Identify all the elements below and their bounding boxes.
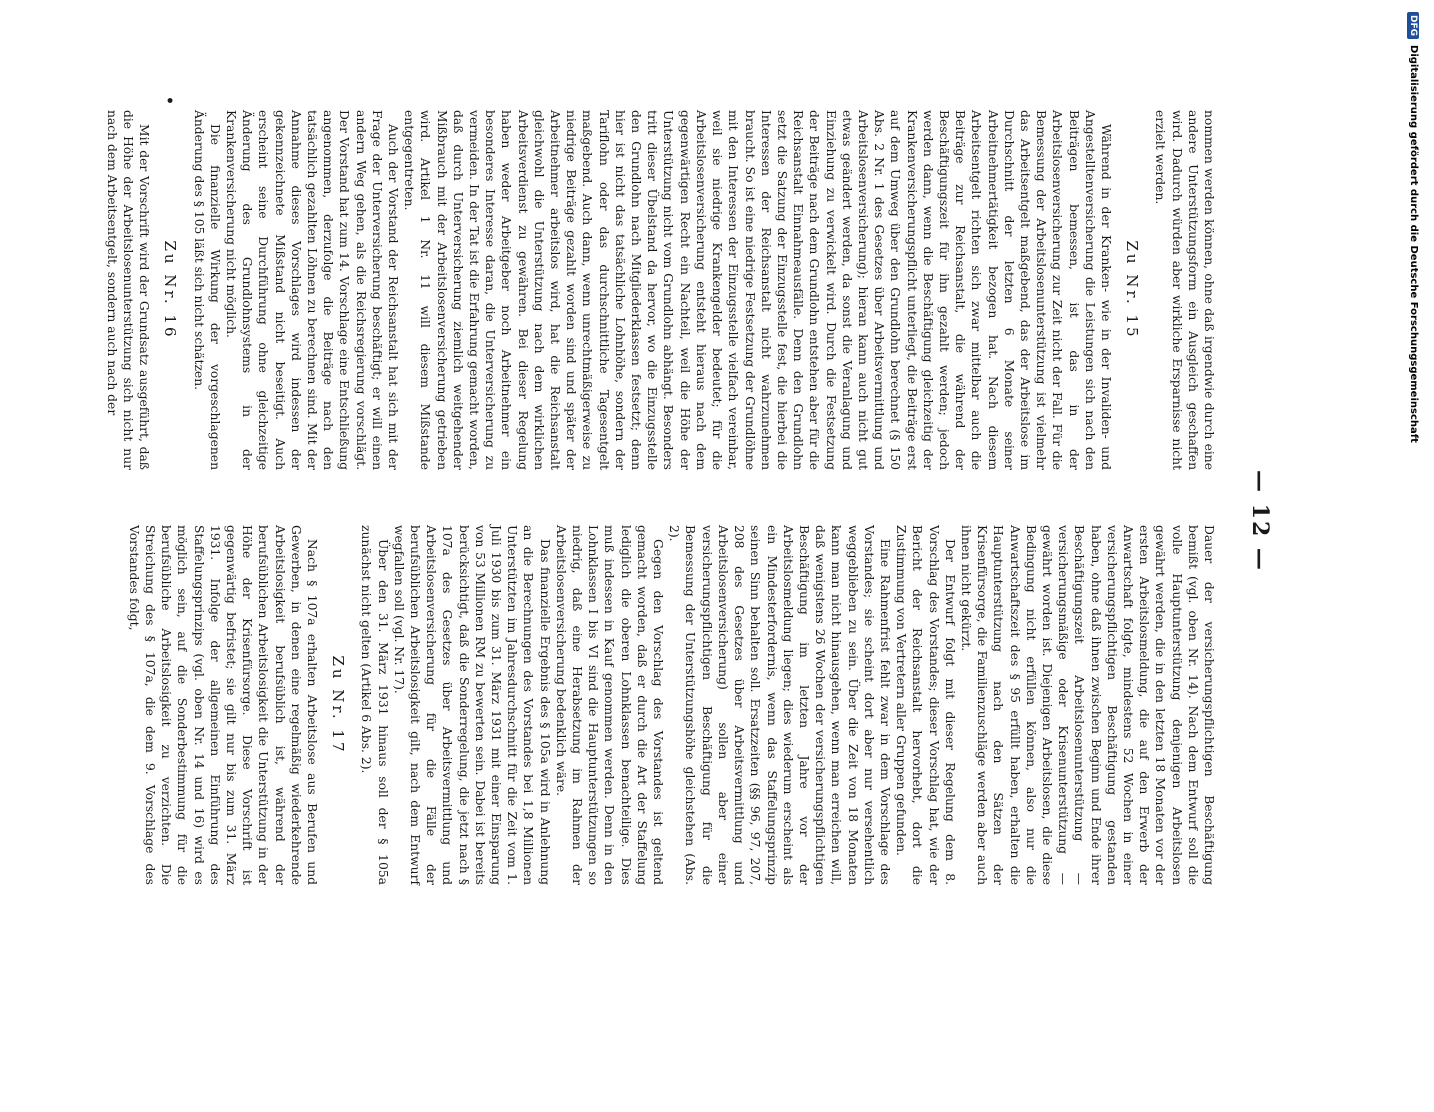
credit-text: Digitalisierung gefördert durch die Deutsche Forschungsgemeinschaft [1408, 45, 1419, 443]
scanned-page [104, 96, 1287, 890]
right-column [117, 525, 1217, 885]
page-header [1227, 110, 1287, 890]
margin-dot: • [161, 96, 177, 105]
section-heading-17: Zu Nr. 17 [329, 655, 348, 755]
paragraph: Über den 31. März 1931 hinaus soll der § 105a zunächst nicht gelten (Artikel 6 Abs. 2). [359, 525, 390, 885]
paragraph: Während in der Kranken- wie in der Invaliden- und Angestelltenversicherung die Leistungen sich nach den Beiträgen bemessen, ist das in der Arbeitslosenversicherung zur Zeit nicht der Fall. Für die Bemessung der Arbeitslosenunterstützung ist vielmehr das Arbeitsentgelt maßgebend, das der Arbeitslose im Durchschnitt der letzten 6 Monate seiner Arbeitnehmertätigkeit bezogen hat. Nach diesem Arbeitsentgelt richten sich zwar mittelbar auch die Beiträge zur Reichsanstalt, die während der Beschäftigungszeit für ihn gezahlt werden; jedoch werden dann, wenn die Beschäftigung gleichzeitig der Krankenversicherungspflicht unterliegt, die Beiträge erst auf dem Umweg über den Grundlohn berechnet (§ 150 Abs. 2 Nr. 1 des Gesetzes über Arbeitsvermittlung und Arbeitslosenversicherung); hieran kann auch nicht gut etwas geändert werden, da sonst die Veranlagung und Einziehung zu verwickelt wird. Durch die Festsetzung der Beiträge nach dem Grundlohn entstehen aber für die Reichsanstalt Einnahmeausfälle. Denn den Grundlohn setzt die Satzung der Einzugsstelle fest, die hierbei die Interessen der Reichsanstalt nicht wahrzunehmen braucht. So ist eine niedrige Festsetzung der Grundlöhne mit den Interessen der Einzugsstelle vielfach vereinbar, weil sie niedrige Krankengelder bedeutet; für die Arbeitslosenversicherung entsteht hieraus nach dem gegenwärtigen Recht ein Nachteil, weil die Höhe der Unterstützung nicht vom Grundlohn abhängt. Besonders tritt dieser Übelstand da hervor, wo die Einzugsstelle den Grundlohn nach Mitgliederklassen festsetzt; denn hier ist nicht das tatsächliche Lohnhöhe, sondern der Tariflohn oder das durchschnittliche Tagesentgelt maßgebend. Auch dann, wenn unrechtmäßigerweise zu niedrige Beiträge gezahlt worden sind und später der Arbeitnehmer arbeitslos wird, hat die Reichsanstalt gleichwohl die Unterstützung nach dem wirklichen Arbeitsverdienst zu gewähren. Bei dieser Regelung haben weder Arbeitgeber noch Arbeitnehmer ein besonderes Interesse daran, die Unterversicherung zu vermeiden. In der Tat ist die Erfahrung gemacht worden, daß durch Unterversicherung ziemlich weitgehender Mißbrauch mit der Arbeitslosenversicherung getrieben wird. Artikel 1 Nr. 11 will diesem Mißstande entgegentreten. [402, 110, 1113, 470]
paragraph: Das finanzielle Ergebnis des § 105a wird in Anlehnung an die Berechnungen des Vorstandes bei 1,8 Millionen Unterstützten im Jahresdurchschnitt für die Zeit vom 1. Juli 1930 bis zum 31. März 1931 mit einer Einsparung von 53 Millionen RM zu bewerten sein. Dabei ist bereits berücksichtigt, daß die Sonderregelung, die jetzt nach § 107a des Gesetzes über Arbeitsvermittlung und Arbeitslosenversicherung für die Fälle der berufsüblichen Arbeitslosigkeit gilt, nach dem Entwurf wegfallen soll (vgl. Nr. 17). [391, 525, 552, 885]
section-heading-15: Zu Nr. 15 [1123, 240, 1142, 340]
page-number: — 12 — [1247, 470, 1273, 572]
paragraph: Dauer der versicherungspflichtigen Beschäftigung bemißt (vgl. oben Nr. 14). Nach dem Entwurf soll die volle Hauptunterstützung denjenigen Arbeitslosen gewährt werden, die in den letzten 18 Monaten vor der ersten Arbeitslosmeldung, die auf den Erwerb der Anwartschaft folgte, mindestens 52 Wochen in einer versicherungspflichtigen Beschäftigung gestanden haben, ohne daß ihnen zwischen Beginn und Ende ihrer Beschäftigungszeit Arbeitslosenunterstützung — versicherungsmäßige oder Krisenunterstützung — gewährt worden ist. Diejenigen Arbeitslosen, die diese Bedingung nicht erfüllen können, also nur die Anwartschaftszeit des § 95 erfüllt haben, erhalten die Hauptunterstützung nach den Sätzen der Krisenfürsorge, die Familienzuschläge werden aber auch ihnen nicht gekürzt. [958, 525, 1216, 885]
section-heading-16: Zu Nr. 16 [161, 240, 180, 340]
left-column [104, 96, 1217, 470]
paragraph: Die finanzielle Wirkung der vorgeschlagenen Änderung des § 105 läßt sich nicht schätzen. [191, 110, 222, 470]
paragraph: nommen werden können, ohne daß irgendwie durch eine andere Unterstützungsform ein Ausgleich geschaffen wird. Dadurch würden aber wirkliche Ersparnisse nicht erzielt werden. [1153, 110, 1216, 470]
paragraph: Gegen den Vorschlag des Vorstandes ist geltend gemacht worden, daß er durch die Art der Staffelung lediglich die oberen Lohnklassen benachteilige. Dies muß indessen in Kauf genommen werden. Denn in den Lohnklassen I bis VI sind die Hauptunterstützungen so niedrig, daß eine Herabsetzung im Rahmen der Arbeitslosenversicherung bedenklich wäre. [553, 525, 666, 885]
paragraph: Der Entwurf folgt mit dieser Regelung dem 8. Vorschlag des Vorstandes; dieser Vorschlag hat, wie der Bericht der Reichsanstalt hervorhebt, dort die Zustimmung von Vertretern aller Gruppen gefunden. [894, 525, 957, 885]
paragraph: Nach § 107a erhalten Arbeitslose aus Berufen und Gewerben, in denen eine regelmäßig wiederkehrende Arbeitslosigkeit berufsüblich ist, während der berufsüblichen Arbeitslosigkeit die Unterstützung in der Höhe der Krisenfürsorge. Diese Vorschrift ist gegenwärtig befristet; sie gilt nur bis zum 31. März 1931. Infolge der allgemeinen Einführung des Staffelungsprinzips (vgl. oben Nr. 14 und 16) wird es möglich sein, auf die Sonderbestimmung für die berufsübliche Arbeitslosigkeit zu verzichten. Die Streichung des § 107a, die dem 9. Vorschlage des Vorstandes folgt, [126, 525, 320, 885]
digitization-credit [1405, 12, 1419, 1112]
paragraph: Auch der Vorstand der Reichsanstalt hat sich mit der Frage der Unterversicherung beschäftigt; er will einen andern Weg gehen, als die Reichsregierung vorschlägt. Der Vorstand hat zum 14. Vorschlage eine Entschließung angenommen, derzufolge die Beiträge nach den tatsächlich gezahlten Löhnen zu berechnen sind. Mit der Annahme dieses Vorschlages wird indessen der gekennzeichnete Mißstand nicht beseitigt. Auch erscheint seine Durchführung ohne gleichzeitige Änderung des Grundlohnsystems in der Krankenversicherung nicht möglich. [224, 110, 401, 470]
paragraph: Eine Rahmenfrist fehlt zwar in dem Vorschlage des Vorstandes; sie scheint dort aber nur versehentlich weggeblieben zu sein. Über die Zeit von 18 Monaten kann man nicht hinausgehen, wenn man erreichen will, daß wenigstens 26 Wochen der versicherungspflichtigen Beschäftigung im letzten Jahre vor der Arbeitslosmeldung liegen; dies wiederum erscheint als ein Mindesterfordernis, wenn das Staffelungsprinzip seinen Sinn behalten soll. Ersatzzeiten (§§ 96, 97, 207, 208 des Gesetzes über Arbeitsvermittlung und Arbeitslosenversicherung) sollen aber einer versicherungspflichtigen Beschäftigung für die Bemessung der Unterstützungshöhe gleichstehen (Abs. 2). [667, 525, 892, 885]
paragraph: Mit der Vorschrift wird der Grundsatz ausgeführt, daß die Höhe der Arbeitslosenunterstützung sich nicht nur nach dem Arbeitsentgelt, sondern auch nach der [104, 110, 152, 470]
dfg-logo: DFG [1407, 12, 1419, 39]
